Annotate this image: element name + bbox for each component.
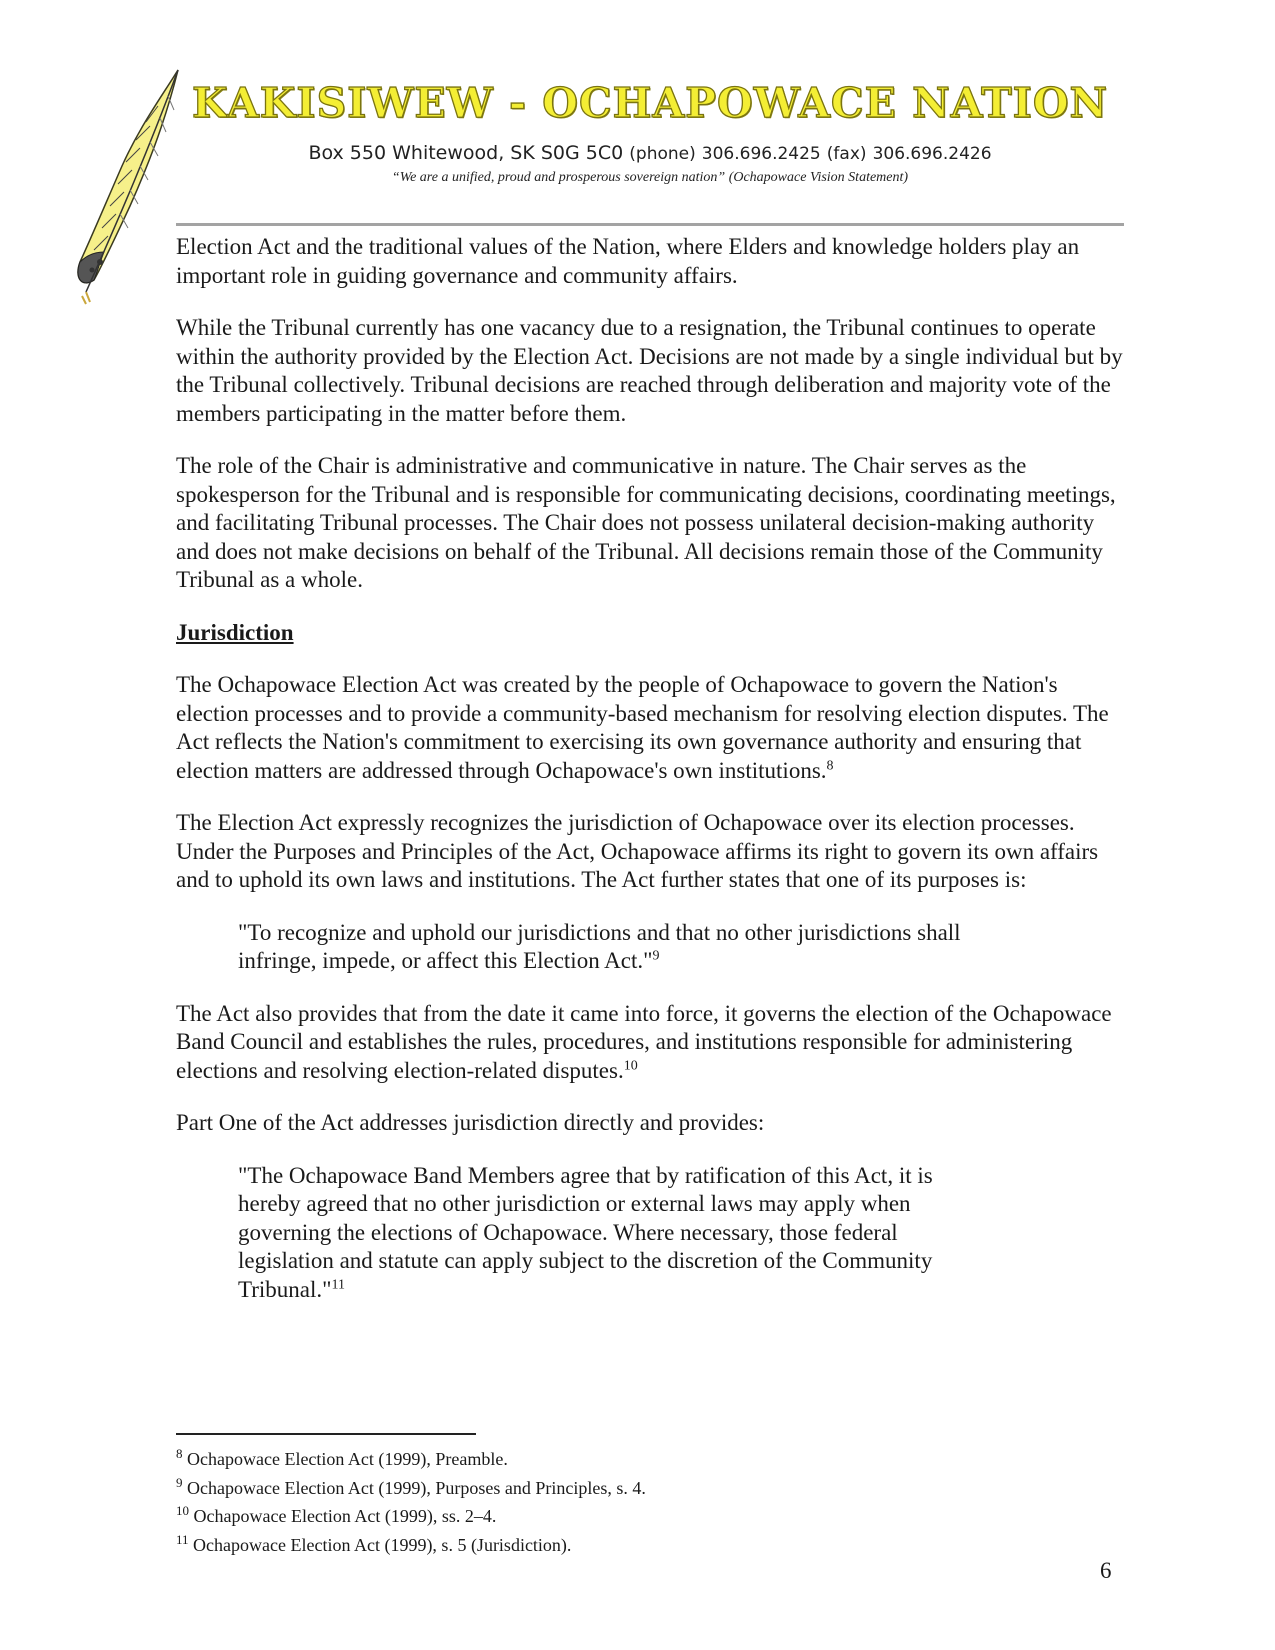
paragraph — [176, 1000, 1126, 1086]
paragraph: Election Act and the traditional values of the Nation, where Elders and knowledge holders play an important role in guiding governance and community affairs. — [176, 234, 1080, 288]
phone-label: (phone) — [629, 144, 696, 164]
paragraph-text: The Ochapowace Election Act was created by the people of Ochapowace to govern the Nation's election processes and to provide a community-based mechanism for resolving election disputes. The Act reflects the Nation's commitment to exercising its own governance authority and ensuring that election matters are addressed through Ochapowace's own institutions. — [176, 672, 1109, 783]
quote-text: "To recognize and uphold our jurisdictions and that no other jurisdictions shall infringe, impede, or affect this Election Act." — [238, 919, 961, 973]
footnote-number: 9 — [176, 1474, 183, 1490]
paragraph: The Election Act expressly recognizes the jurisdiction of Ochapowace over its election processes. Under the Purposes and Principles of the Act, Ochapowace affirms its right to govern its own affairs and to uphold its own laws and institutions. The Act further states that one of its purposes is: — [176, 810, 1099, 892]
page-number: 6 — [1100, 1558, 1112, 1583]
footnote-ref[interactable]: 10 — [623, 1057, 638, 1073]
section-heading: Jurisdiction — [176, 619, 294, 645]
address: Box 550 Whitewood, SK S0G 5C0 — [308, 142, 624, 164]
paragraph: While the Tribunal currently has one vacancy due to a resignation, the Tribunal continues to operate within the authority provided by the Election Act. Decisions are not made by a single individual but by the Tribunal collectively. Tribunal decisions are reached through deliberation and majority vote of the members participating in the matter before them. — [176, 315, 1123, 426]
header-divider — [176, 223, 1124, 226]
footnote-text: Ochapowace Election Act (1999), Preamble. — [187, 1449, 508, 1469]
footnote-text: Ochapowace Election Act (1999), Purposes and Principles, s. 4. — [187, 1477, 646, 1498]
fax-number: 306.696.2426 — [872, 144, 992, 164]
footnote-text: Ochapowace Election Act (1999), s. 5 (Jurisdiction). — [193, 1534, 572, 1555]
footnote-ref[interactable]: 9 — [652, 948, 660, 964]
paragraph — [176, 671, 1126, 785]
footnote — [176, 1474, 1076, 1503]
footnotes — [176, 1445, 1076, 1559]
footnote-ref[interactable]: 11 — [331, 1276, 346, 1292]
footnote — [176, 1445, 1076, 1474]
footnote-number: 10 — [176, 1503, 189, 1518]
paragraph: The role of the Chair is administrative and communicative in nature. The Chair serves as the spokesperson for the Tribunal and is responsible for communicating decisions, coordinating meetings, and facilitating Tribunal processes. The Chair does not possess unilateral decision-making authority and does not make decisions on behalf of the Tribunal. All decisions remain those of the Community Tribunal as a whole. — [176, 453, 1116, 592]
letterhead — [150, 78, 1150, 186]
phone-number: 306.696.2425 — [701, 144, 821, 164]
block-quote — [238, 919, 998, 976]
block-quote — [238, 1162, 998, 1305]
paragraph: Part One of the Act addresses jurisdiction directly and provides: — [176, 1110, 765, 1135]
quote-text: "The Ochapowace Band Members agree that by ratification of this Act, it is hereby agreed that no other jurisdiction or external laws may apply when governing the elections of Ochapowace. Where necessary, those federal legislation and statute can apply subject to the discretion of the Community Tribunal." — [238, 1162, 933, 1302]
paragraph-text: The Act also provides that from the date it came into force, it governs the election of the Ochapowace Band Council and establishes the rules, procedures, and institutions responsible for administering elections and resolving election-related disputes. — [176, 1000, 1112, 1083]
footnote-text: Ochapowace Election Act (1999), ss. 2–4. — [193, 1506, 497, 1526]
fax-label: (fax) — [826, 144, 867, 164]
footnote — [176, 1502, 1076, 1531]
footnote-divider — [176, 1433, 476, 1435]
document-body — [176, 233, 1126, 1328]
vision-statement: “We are a unified, proud and prosperous sovereign nation” (Ochapowace Vision Statement) — [391, 170, 909, 185]
footnote-number: 8 — [176, 1446, 183, 1461]
footnote — [176, 1531, 1076, 1560]
nation-name: KAKISIWEW - OCHAPOWACE NATION — [191, 79, 1109, 127]
contact-line — [150, 142, 1150, 164]
footnote-ref[interactable]: 8 — [826, 757, 834, 773]
footnote-number: 11 — [176, 1531, 189, 1547]
